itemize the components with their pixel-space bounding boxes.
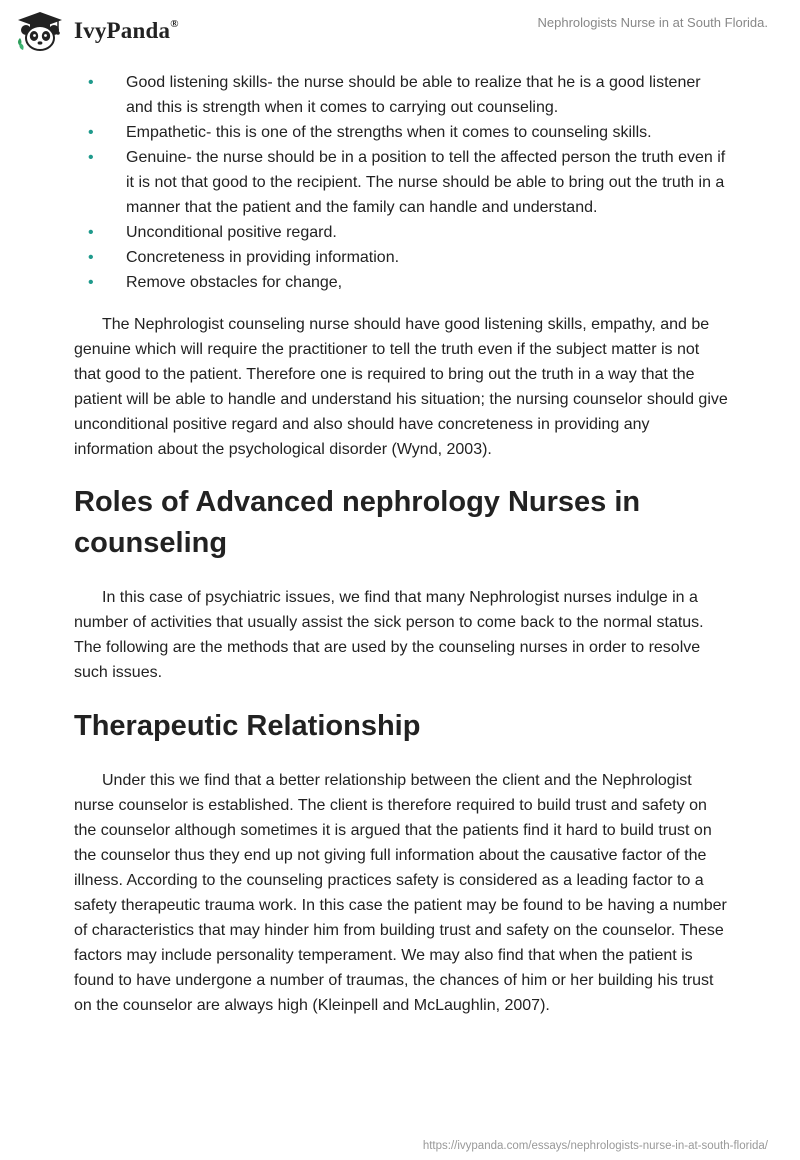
article-body	[74, 70, 728, 1018]
list-item: • Genuine- the nurse should be in a position to tell the affected person the truth even if it is not that good to the recipient. The nurse should be able to bring out the truth in a manner that the patient and the family can handle and understand.	[74, 145, 728, 220]
section-heading: Therapeutic Relationship	[74, 710, 421, 742]
list-item: • Unconditional positive regard.	[74, 220, 728, 245]
bullet-icon: •	[88, 274, 94, 291]
panda-graduate-icon	[14, 10, 66, 52]
list-item: • Concreteness in providing information.	[74, 245, 728, 270]
page-header	[0, 0, 800, 60]
document-title: Nephrologists Nurse in at South Florida.	[537, 15, 768, 30]
brand-name: IvyPanda®	[74, 18, 179, 43]
bullet-icon: •	[88, 224, 94, 241]
paragraph: Under this we find that a better relationship between the client and the Nephrologist nurse counselor is established. The client is therefore required to build trust and safety on the counselor although sometimes it is argued that the patients find it hard to build trust on the counselor thus they end up not giving full information about the causative factor of the illness. According to the counseling practices safety is considered as a leading factor to a safety therapeutic trauma work. In this case the patient may be found to be having a number of characteristics that may hinder him from building trust and safety on the counselor. These factors may include personality temperament. We may also find that when the patient is found to have undergone a number of traumas, the chances of him or her building his trust on the counselor are always high (Kleinpell and McLaughlin, 2007).	[74, 772, 727, 1014]
section-heading: Roles of Advanced nephrology Nurses in counseling	[74, 486, 641, 559]
bullet-icon: •	[88, 124, 94, 141]
ivypanda-logo[interactable]	[14, 10, 179, 52]
paragraph: In this case of psychiatric issues, we find that many Nephrologist nurses indulge in a number of activities that usually assist the sick person to come back to the normal status. The following are the methods that are used by the counseling nurses in order to resolve such issues.	[74, 589, 704, 681]
skills-list	[74, 70, 728, 295]
list-item: • Good listening skills- the nurse should be able to realize that he is a good listener and this is strength when it comes to carrying out counseling.	[74, 70, 728, 120]
paragraph: The Nephrologist counseling nurse should have good listening skills, empathy, and be genuine which will require the practitioner to tell the truth even if the subject matter is not that good to the patient. Therefore one is required to bring out the truth in a way that the patient will be able to handle and understand his situation; the nursing counselor should give unconditional positive regard and also should have concreteness in providing any information about the psychological disorder (Wynd, 2003).	[74, 316, 728, 458]
bullet-icon: •	[88, 149, 94, 166]
bullet-icon: •	[88, 249, 94, 266]
source-url[interactable]: https://ivypanda.com/essays/nephrologists-nurse-in-at-south-florida/	[422, 1140, 768, 1152]
bullet-icon: •	[88, 74, 94, 91]
list-item: • Empathetic- this is one of the strengths when it comes to counseling skills.	[74, 120, 728, 145]
list-item: • Remove obstacles for change,	[74, 270, 728, 295]
